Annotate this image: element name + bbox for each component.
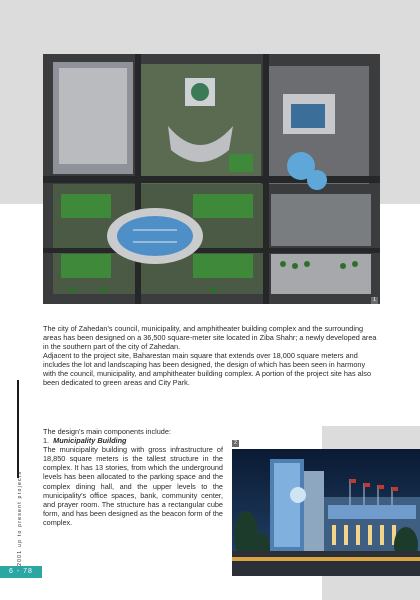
intro-paragraph: The city of Zahedan's council, municipality, and amphitheater building complex and the surrounding areas has been designed on a 36,500 square-meter site located in Ziba Shahr; a newly developed area in the southern part of the city of Zahedan. xyxy=(43,324,377,352)
page-number-badge: 6 - 78 xyxy=(0,566,42,578)
sidebar-rule xyxy=(17,380,19,478)
municipality-night-render xyxy=(232,449,420,576)
figure-marker-2: 2 xyxy=(232,440,239,447)
component-description: The municipality building with gross infrastructure of 18,850 square meters is the tallest structure in the complex. It has 13 stories, from which the underground levels has been allocated to the parking space and the complex dining hall, and the upper levels to the municipality's office spaces, bank, community center, and prayer room. The structure has a rectangular cube form, and has been designed as the beacon form of the complex. xyxy=(43,445,223,527)
components-heading: The design's main components include: xyxy=(43,427,171,436)
components-section xyxy=(43,427,223,527)
adjacent-paragraph: Adjacent to the project site, Baharestan main square that extends over 18,000 square meters and includes the lot and landscaping has been designed, the design of which has been seen in harmony with the council, municipality, and amphitheater building complex. A portion of the project site has also been dedicated to green areas and City Park. xyxy=(43,351,372,388)
site-plan-image xyxy=(43,54,380,304)
component-item-title: Municipality Building xyxy=(53,436,127,446)
component-item-number: 1. xyxy=(43,436,50,446)
component-item-heading xyxy=(43,436,223,445)
figure-marker-1: 1 xyxy=(371,297,378,304)
running-title: 2001 up to present projects xyxy=(17,470,23,566)
